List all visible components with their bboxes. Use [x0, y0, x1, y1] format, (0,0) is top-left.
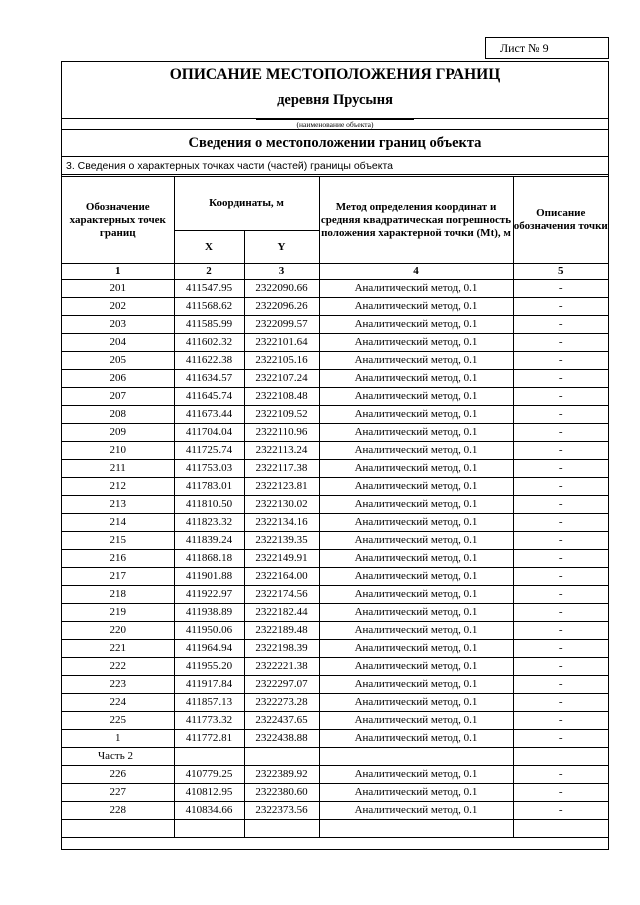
- x-cell: 411783.01: [174, 478, 244, 496]
- y-cell: 2322198.39: [244, 640, 319, 658]
- col-number-5: 5: [513, 264, 608, 280]
- method-cell: Аналитический метод, 0.1: [319, 604, 513, 622]
- desc-cell: -: [513, 712, 608, 730]
- table-row: [62, 622, 608, 640]
- document-title: ОПИСАНИЕ МЕСТОПОЛОЖЕНИЯ ГРАНИЦ: [169, 66, 501, 83]
- y-cell: 2322189.48: [244, 622, 319, 640]
- desc-cell: -: [513, 802, 608, 820]
- table-row: [62, 784, 608, 802]
- desc-cell: -: [513, 784, 608, 802]
- y-cell: 2322101.64: [244, 334, 319, 352]
- desc-cell: -: [513, 460, 608, 478]
- table-row: [62, 586, 608, 604]
- method-cell: Аналитический метод, 0.1: [319, 496, 513, 514]
- col-method-header: Метод определения координат и средняя квадратическая погрешность положения характерной точки (Mt), м: [319, 177, 513, 264]
- empty-cell: [319, 748, 513, 766]
- desc-cell: -: [513, 316, 608, 334]
- desc-cell: -: [513, 640, 608, 658]
- object-caption: (наименование объекта): [256, 119, 413, 129]
- method-cell: Аналитический метод, 0.1: [319, 532, 513, 550]
- y-cell: 2322117.38: [244, 460, 319, 478]
- col-coords-header: Координаты, м: [174, 177, 319, 231]
- empty-cell: [62, 820, 174, 838]
- table-row: [62, 280, 608, 298]
- table-row: [62, 352, 608, 370]
- y-cell: 2322164.00: [244, 568, 319, 586]
- point-cell: 201: [62, 280, 174, 298]
- y-cell: 2322221.38: [244, 658, 319, 676]
- col-point-header: Обозначение характерных точек границ: [62, 177, 174, 264]
- point-cell: 208: [62, 406, 174, 424]
- desc-cell: -: [513, 514, 608, 532]
- y-cell: 2322297.07: [244, 676, 319, 694]
- desc-cell: -: [513, 388, 608, 406]
- point-cell: 219: [62, 604, 174, 622]
- x-cell: 411753.03: [174, 460, 244, 478]
- y-cell: 2322134.16: [244, 514, 319, 532]
- table-row: [62, 478, 608, 496]
- x-cell: 411823.32: [174, 514, 244, 532]
- method-cell: Аналитический метод, 0.1: [319, 658, 513, 676]
- section-title: Сведения о местоположении границ объекта: [62, 130, 608, 157]
- table-row: [62, 568, 608, 586]
- point-cell: 221: [62, 640, 174, 658]
- y-cell: 2322438.88: [244, 730, 319, 748]
- method-cell: Аналитический метод, 0.1: [319, 460, 513, 478]
- method-cell: Аналитический метод, 0.1: [319, 568, 513, 586]
- desc-cell: -: [513, 550, 608, 568]
- point-cell: 227: [62, 784, 174, 802]
- x-cell: 411964.94: [174, 640, 244, 658]
- col-x-header: X: [174, 231, 244, 264]
- point-cell: 202: [62, 298, 174, 316]
- y-cell: 2322110.96: [244, 424, 319, 442]
- method-cell: Аналитический метод, 0.1: [319, 406, 513, 424]
- empty-cell: [174, 748, 244, 766]
- point-cell: 216: [62, 550, 174, 568]
- empty-cell: [319, 820, 513, 838]
- method-cell: Аналитический метод, 0.1: [319, 316, 513, 334]
- desc-cell: -: [513, 604, 608, 622]
- method-cell: Аналитический метод, 0.1: [319, 712, 513, 730]
- method-cell: Аналитический метод, 0.1: [319, 478, 513, 496]
- table-row: [62, 442, 608, 460]
- x-cell: 411602.32: [174, 334, 244, 352]
- point-cell: 228: [62, 802, 174, 820]
- point-cell: 209: [62, 424, 174, 442]
- x-cell: 411568.62: [174, 298, 244, 316]
- empty-cell: [174, 820, 244, 838]
- desc-cell: -: [513, 370, 608, 388]
- desc-cell: -: [513, 442, 608, 460]
- x-cell: 411901.88: [174, 568, 244, 586]
- method-cell: Аналитический метод, 0.1: [319, 424, 513, 442]
- method-cell: Аналитический метод, 0.1: [319, 280, 513, 298]
- method-cell: Аналитический метод, 0.1: [319, 586, 513, 604]
- point-cell: 211: [62, 460, 174, 478]
- desc-cell: -: [513, 694, 608, 712]
- col-y-header: Y: [244, 231, 319, 264]
- x-cell: 411868.18: [174, 550, 244, 568]
- method-cell: Аналитический метод, 0.1: [319, 784, 513, 802]
- desc-cell: -: [513, 406, 608, 424]
- point-cell: 217: [62, 568, 174, 586]
- point-cell: 215: [62, 532, 174, 550]
- point-cell: 203: [62, 316, 174, 334]
- desc-cell: -: [513, 532, 608, 550]
- desc-cell: -: [513, 730, 608, 748]
- y-cell: 2322139.35: [244, 532, 319, 550]
- point-cell: 205: [62, 352, 174, 370]
- point-cell: 218: [62, 586, 174, 604]
- table-row: [62, 514, 608, 532]
- x-cell: 411839.24: [174, 532, 244, 550]
- method-cell: Аналитический метод, 0.1: [319, 622, 513, 640]
- part-caption: 3. Сведения о характерных точках части (частей) границы объекта: [62, 157, 608, 175]
- method-cell: Аналитический метод, 0.1: [319, 442, 513, 460]
- x-cell: 411950.06: [174, 622, 244, 640]
- point-cell: 213: [62, 496, 174, 514]
- object-name: деревня Прусыня: [277, 92, 393, 108]
- desc-cell: -: [513, 568, 608, 586]
- part-label: Часть 2: [62, 748, 174, 766]
- y-cell: 2322090.66: [244, 280, 319, 298]
- table-row: [62, 424, 608, 442]
- empty-cell: [513, 748, 608, 766]
- table-row: [62, 730, 608, 748]
- y-cell: 2322130.02: [244, 496, 319, 514]
- x-cell: 411922.97: [174, 586, 244, 604]
- y-cell: 2322099.57: [244, 316, 319, 334]
- y-cell: 2322123.81: [244, 478, 319, 496]
- table-row: [62, 334, 608, 352]
- x-cell: 411704.04: [174, 424, 244, 442]
- desc-cell: -: [513, 298, 608, 316]
- desc-cell: -: [513, 280, 608, 298]
- x-cell: 410812.95: [174, 784, 244, 802]
- y-cell: 2322182.44: [244, 604, 319, 622]
- method-cell: Аналитический метод, 0.1: [319, 388, 513, 406]
- point-cell: 224: [62, 694, 174, 712]
- table-row: [62, 496, 608, 514]
- y-cell: 2322174.56: [244, 586, 319, 604]
- x-cell: 411773.32: [174, 712, 244, 730]
- x-cell: 411645.74: [174, 388, 244, 406]
- x-cell: 411857.13: [174, 694, 244, 712]
- method-cell: Аналитический метод, 0.1: [319, 514, 513, 532]
- desc-cell: -: [513, 496, 608, 514]
- table-row: [62, 676, 608, 694]
- document-frame: [61, 61, 609, 850]
- y-cell: 2322389.92: [244, 766, 319, 784]
- method-cell: Аналитический метод, 0.1: [319, 676, 513, 694]
- y-cell: 2322437.65: [244, 712, 319, 730]
- desc-cell: -: [513, 478, 608, 496]
- x-cell: 410779.25: [174, 766, 244, 784]
- table-row: [62, 640, 608, 658]
- desc-cell: -: [513, 658, 608, 676]
- desc-cell: -: [513, 424, 608, 442]
- y-cell: 2322108.48: [244, 388, 319, 406]
- x-cell: 411810.50: [174, 496, 244, 514]
- desc-cell: -: [513, 352, 608, 370]
- x-cell: 411585.99: [174, 316, 244, 334]
- empty-cell: [244, 820, 319, 838]
- col-desc-header: Описание обозначения точки: [513, 177, 608, 264]
- coordinates-table: [62, 176, 608, 838]
- x-cell: 411547.95: [174, 280, 244, 298]
- table-row: [62, 388, 608, 406]
- x-cell: 410834.66: [174, 802, 244, 820]
- x-cell: 411673.44: [174, 406, 244, 424]
- x-cell: 411634.57: [174, 370, 244, 388]
- table-row: [62, 550, 608, 568]
- table-row: [62, 406, 608, 424]
- method-cell: Аналитический метод, 0.1: [319, 802, 513, 820]
- table-row: [62, 694, 608, 712]
- point-cell: 223: [62, 676, 174, 694]
- y-cell: 2322373.56: [244, 802, 319, 820]
- table-row: [62, 658, 608, 676]
- y-cell: 2322273.28: [244, 694, 319, 712]
- sheet-number: Лист № 9: [485, 37, 609, 59]
- x-cell: 411917.84: [174, 676, 244, 694]
- method-cell: Аналитический метод, 0.1: [319, 640, 513, 658]
- col-number-2: 2: [174, 264, 244, 280]
- method-cell: Аналитический метод, 0.1: [319, 298, 513, 316]
- method-cell: Аналитический метод, 0.1: [319, 550, 513, 568]
- col-number-3: 3: [244, 264, 319, 280]
- x-cell: 411772.81: [174, 730, 244, 748]
- method-cell: Аналитический метод, 0.1: [319, 370, 513, 388]
- point-cell: 210: [62, 442, 174, 460]
- table-row: [62, 316, 608, 334]
- y-cell: 2322109.52: [244, 406, 319, 424]
- point-cell: 212: [62, 478, 174, 496]
- desc-cell: -: [513, 766, 608, 784]
- x-cell: 411938.89: [174, 604, 244, 622]
- point-cell: 220: [62, 622, 174, 640]
- x-cell: 411725.74: [174, 442, 244, 460]
- x-cell: 411955.20: [174, 658, 244, 676]
- table-row: [62, 604, 608, 622]
- desc-cell: -: [513, 622, 608, 640]
- y-cell: 2322105.16: [244, 352, 319, 370]
- method-cell: Аналитический метод, 0.1: [319, 694, 513, 712]
- desc-cell: -: [513, 676, 608, 694]
- table-row: [62, 460, 608, 478]
- table-row: [62, 802, 608, 820]
- y-cell: 2322113.24: [244, 442, 319, 460]
- x-cell: 411622.38: [174, 352, 244, 370]
- method-cell: Аналитический метод, 0.1: [319, 352, 513, 370]
- method-cell: Аналитический метод, 0.1: [319, 730, 513, 748]
- table-row: [62, 370, 608, 388]
- point-cell: 206: [62, 370, 174, 388]
- col-number-1: 1: [62, 264, 174, 280]
- table-row: [62, 766, 608, 784]
- point-cell: 207: [62, 388, 174, 406]
- point-cell: 1: [62, 730, 174, 748]
- table-row: [62, 298, 608, 316]
- title-block: [62, 62, 608, 119]
- point-cell: 214: [62, 514, 174, 532]
- object-caption-row: [62, 119, 608, 130]
- y-cell: 2322107.24: [244, 370, 319, 388]
- empty-row: [62, 820, 608, 838]
- part-label-row: [62, 748, 608, 766]
- point-cell: 222: [62, 658, 174, 676]
- desc-cell: -: [513, 586, 608, 604]
- y-cell: 2322149.91: [244, 550, 319, 568]
- point-cell: 225: [62, 712, 174, 730]
- method-cell: Аналитический метод, 0.1: [319, 766, 513, 784]
- method-cell: Аналитический метод, 0.1: [319, 334, 513, 352]
- empty-cell: [244, 748, 319, 766]
- table-row: [62, 712, 608, 730]
- empty-cell: [513, 820, 608, 838]
- y-cell: 2322096.26: [244, 298, 319, 316]
- desc-cell: -: [513, 334, 608, 352]
- point-cell: 226: [62, 766, 174, 784]
- y-cell: 2322380.60: [244, 784, 319, 802]
- table-row: [62, 532, 608, 550]
- point-cell: 204: [62, 334, 174, 352]
- col-number-4: 4: [319, 264, 513, 280]
